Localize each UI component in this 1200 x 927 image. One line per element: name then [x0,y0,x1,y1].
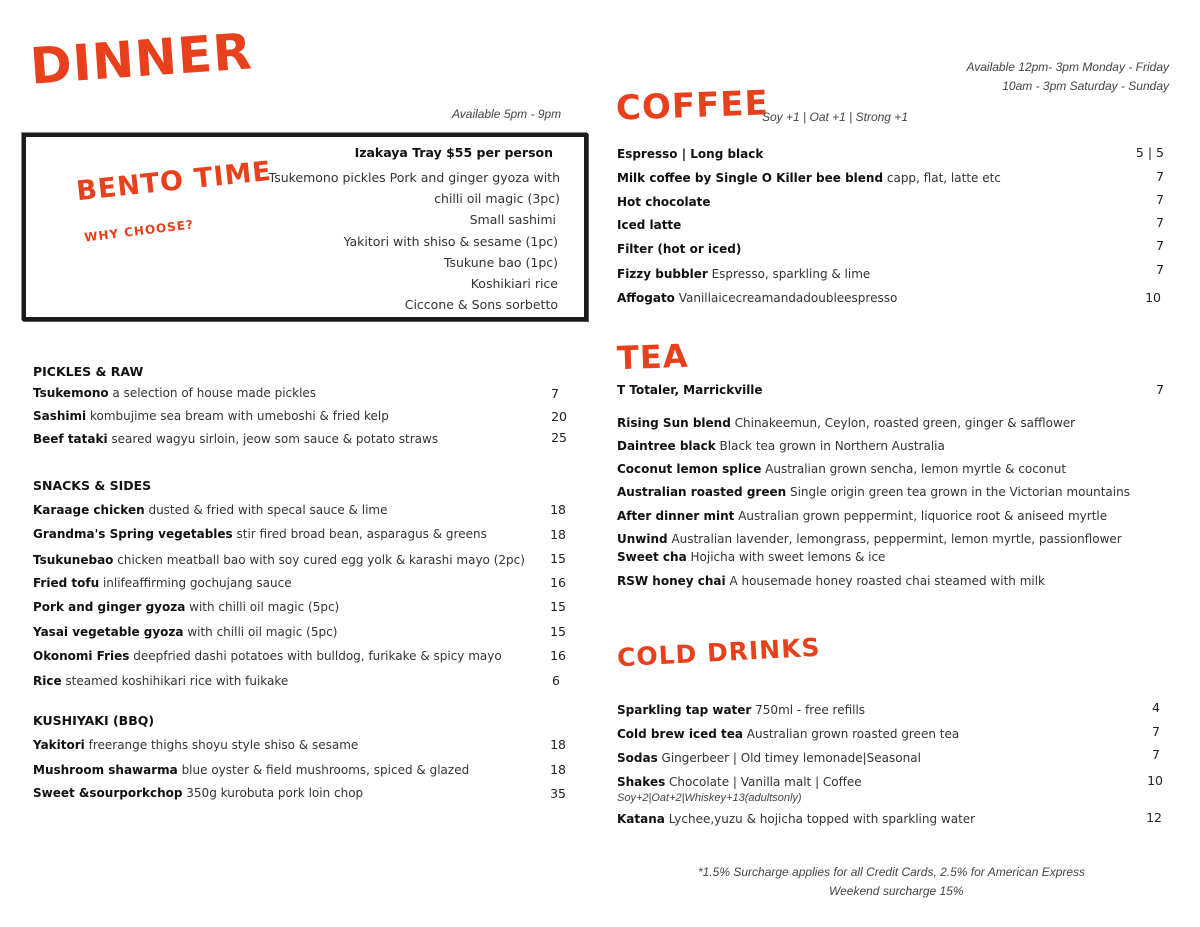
menu-item: Sodas Gingerbeer | Old timey lemonade|Seasonal [617,751,921,765]
menu-item: Grandma's Spring vegetables stir fired broad bean, asparagus & greens [33,527,487,541]
menu-item: Yasai vegetable gyoza with chilli oil magic (5pc) [33,625,338,639]
menu-item: Sashimi kombujime sea bream with umeboshi & fried kelp [33,409,389,423]
item-price: 20 [551,409,567,424]
dinner-heading: DINNER [28,22,255,96]
item-price: 7 [1152,747,1160,762]
menu-item: Katana Lychee,yuzu & hojicha topped with sparkling water [617,812,976,826]
menu-item: Australian roasted green Single origin green tea grown in the Victorian mountains [617,485,1130,499]
tray-line: Tsukune bao (1pc) [443,255,558,270]
item-price: 18 [550,762,566,777]
item-price: 15 [550,551,566,566]
menu-item: Fizzy bubbler Espresso, sparkling & lime [617,267,871,281]
izakaya-tray-title: Izakaya Tray $55 per person [354,145,553,160]
item-price: 6 [552,673,560,688]
item-price: 12 [1146,810,1162,825]
menu-item: After dinner mint Australian grown peppermint, liquorice root & aniseed myrtle [617,509,1108,523]
item-price: 7 [1156,169,1164,184]
tray-line: Yakitori with shiso & sesame (1pc) [343,234,558,249]
menu-item: Fried tofu inlifeaffirming gochujang sauce [33,576,292,590]
menu-item: Cold brew iced tea Australian grown roasted green tea [617,727,960,741]
item-price: 7 [551,386,559,401]
tray-line: Koshikiari rice [470,276,558,291]
menu-item: Shakes Chocolate | Vanilla malt | Coffee [617,775,862,789]
menu-item: Milk coffee by Single O Killer bee blend capp, flat, latte etc [617,171,1001,185]
menu-item: Beef tataki seared wagyu sirloin, jeow som sauce & potato straws [33,432,439,446]
menu-item: Unwind Australian lavender, lemongrass, peppermint, lemon myrtle, passionflower [617,532,1122,546]
item-price: 35 [550,786,566,801]
bento-subheading: WHY CHOOSE? [83,217,195,245]
item-price: 18 [550,737,566,752]
item-price: 18 [550,527,566,542]
menu-item: Karaage chicken dusted & fried with specal sauce & lime [33,503,388,517]
menu-item: Coconut lemon splice Australian grown sencha, lemon myrtle & coconut [617,462,1067,476]
surcharge-note: *1.5% Surcharge applies for all Credit Cards, 2.5% for American Express [698,865,1086,879]
item-price: 5 | 5 [1135,145,1164,160]
item-price: 18 [550,502,566,517]
item-price: 7 [1156,382,1164,397]
dinner-availability: Available 5pm - 9pm [452,107,562,121]
menu-item: Yakitori freerange thighs shoyu style shiso & sesame [33,738,359,752]
menu-item: Daintree black Black tea grown in Northern Australia [617,439,945,453]
menu-item: Tsukemono a selection of house made pickles [33,386,317,400]
menu-item: Tsukunebao chicken meatball bao with soy cured egg yolk & karashi mayo (2pc) [33,553,525,567]
tray-line: Tsukemono pickles Pork and ginger gyoza with [268,170,560,185]
section-title-snacks: SNACKS & SIDES [33,478,152,493]
menu-item: Iced latte [617,218,682,232]
menu-item: Filter (hot or iced) [617,242,742,256]
menu-item: Pork and ginger gyoza with chilli oil magic (5pc) [33,600,340,614]
menu-item: Mushroom shawarma blue oyster & field mushrooms, spiced & glazed [33,763,470,777]
item-price: 16 [550,648,566,663]
weekend-surcharge-note: Weekend surcharge 15% [829,884,964,898]
item-price: 25 [551,430,567,445]
menu-item: Affogato Vanillaicecreamandadoubleespresso [617,291,898,305]
menu-item: Espresso | Long black [617,147,764,161]
shake-extras: Soy+2|Oat+2|Whiskey+13(adultsonly) [617,792,802,804]
lunch-availability-weekday: Available 12pm- 3pm Monday - Friday [966,60,1169,74]
tray-line: Ciccone & Sons sorbetto [404,297,558,312]
bento-heading: BENTO TIME [74,155,274,208]
item-price: 7 [1156,238,1164,253]
section-title-pickles: PICKLES & RAW [33,364,144,379]
item-price: 7 [1152,724,1160,739]
item-price: 10 [1147,773,1163,788]
menu-item: Sweet cha Hojicha with sweet lemons & ice [617,550,886,564]
coffee-heading: COFFEE [615,83,770,129]
tray-line: Small sashimi [469,212,556,227]
item-price: 4 [1152,700,1160,715]
item-price: 10 [1145,290,1161,305]
item-price: 15 [550,599,566,614]
menu-item: Rising Sun blend Chinakeemun, Ceylon, roasted green, ginger & safflower [617,416,1076,430]
item-price: 7 [1156,262,1164,277]
tea-supplier: T Totaler, Marrickville [617,383,763,397]
menu-item: Sparkling tap water 750ml - free refills [617,703,866,717]
menu-item: Sweet &sourporkchop 350g kurobuta pork loin chop [33,786,364,800]
tea-heading: TEA [616,336,690,378]
menu-item: Rice steamed koshihikari rice with fuikake [33,674,289,688]
item-price: 15 [550,624,566,639]
cold-drinks-heading: COLD DRINKS [616,632,822,673]
menu-item: Okonomi Fries deepfried dashi potatoes with bulldog, furikake & spicy mayo [33,649,502,663]
item-price: 7 [1156,192,1164,207]
item-price: 7 [1156,215,1164,230]
menu-item: RSW honey chai A housemade honey roasted chai steamed with milk [617,574,1045,588]
menu-item: Hot chocolate [617,195,711,209]
lunch-availability-weekend: 10am - 3pm Saturday - Sunday [1002,79,1169,93]
item-price: 16 [550,575,566,590]
section-title-kushiyaki: KUSHIYAKI (BBQ) [33,713,155,728]
tray-line: chilli oil magic (3pc) [434,191,560,206]
coffee-extras: Soy +1 | Oat +1 | Strong +1 [762,110,908,124]
